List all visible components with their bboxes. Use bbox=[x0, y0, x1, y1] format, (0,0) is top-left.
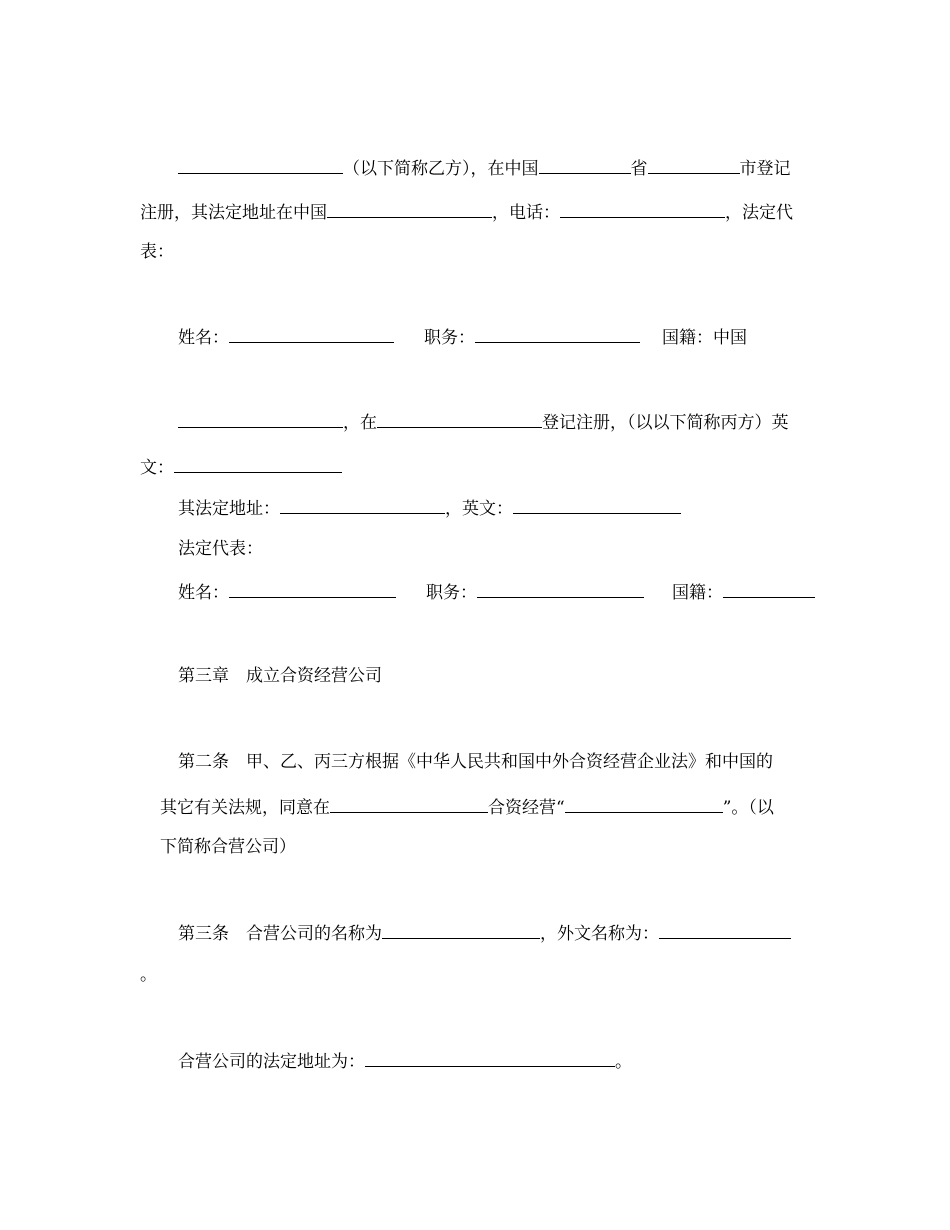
foreign-name-label: ，外文名称为： bbox=[540, 924, 659, 944]
legal-address-label: 合营公司的法定地址为： bbox=[178, 1052, 365, 1072]
party-c-rep-line bbox=[178, 580, 815, 604]
city-blank bbox=[648, 156, 740, 174]
party-c-in-label: ，在 bbox=[343, 413, 377, 433]
party-b-line1-text: （以下简称乙方），在中国 bbox=[343, 159, 539, 179]
title-label: 职务： bbox=[424, 328, 475, 348]
province-blank bbox=[539, 156, 631, 174]
name-label: 姓名： bbox=[178, 328, 229, 348]
party-c-address-english-label: ，英文： bbox=[445, 499, 513, 519]
article-3-period: 。 bbox=[140, 965, 157, 985]
party-c-english-blank bbox=[174, 455, 342, 473]
legal-rep-label: ，法定代 bbox=[725, 203, 793, 223]
article-2-line-1 bbox=[178, 751, 773, 773]
article-2-line-3 bbox=[160, 836, 296, 858]
party-c-legal-rep-line bbox=[178, 538, 263, 560]
phone-blank bbox=[560, 200, 725, 218]
chapter-3-title bbox=[178, 665, 382, 687]
party-c-address-english-blank bbox=[513, 496, 681, 514]
party-c-rep-name-blank bbox=[229, 580, 396, 598]
legal-address-end: 。 bbox=[615, 1052, 632, 1072]
article-2-end-label: ”。（以 bbox=[722, 798, 774, 818]
foreign-name-blank bbox=[659, 921, 791, 939]
phone-label: ，电话： bbox=[492, 203, 560, 223]
chapter-3-heading: 第三章 成立合资经营公司 bbox=[178, 666, 382, 686]
party-c-rep-title-blank bbox=[477, 580, 644, 598]
article-3-name-label: 第三条 合营公司的名称为 bbox=[178, 924, 382, 944]
city-register-label: 市登记 bbox=[739, 159, 791, 179]
party-b-line-2 bbox=[140, 200, 793, 224]
legal-rep-continued: 表： bbox=[140, 242, 174, 262]
party-b-name-blank bbox=[178, 156, 343, 174]
party-c-title-label: 职务： bbox=[426, 583, 477, 603]
party-c-address-blank bbox=[280, 496, 445, 514]
jv-name-blank bbox=[565, 795, 723, 813]
jv-location-blank bbox=[330, 795, 488, 813]
party-b-rep-line bbox=[178, 325, 747, 349]
legal-address-blank bbox=[365, 1049, 615, 1067]
party-c-address-line bbox=[178, 496, 681, 520]
article-2-line-2 bbox=[160, 795, 774, 819]
party-c-place-blank bbox=[377, 410, 542, 428]
party-c-line-2 bbox=[140, 455, 342, 479]
article-2-continued: 下简称合营公司） bbox=[160, 837, 296, 857]
name-blank bbox=[229, 325, 394, 343]
article-3-line-2 bbox=[140, 964, 157, 986]
party-c-nationality-label: 国籍： bbox=[672, 583, 723, 603]
party-b-address-label: 注册，其法定地址在中国 bbox=[140, 203, 327, 223]
article-2-text: 第二条 甲、乙、丙三方根据《中华人民共和国中外合资经营企业法》和中国的 bbox=[178, 752, 773, 772]
party-c-name-blank bbox=[178, 410, 343, 428]
party-c-address-label: 其法定地址： bbox=[178, 499, 280, 519]
party-c-nationality-blank bbox=[723, 580, 815, 598]
nationality-label: 国籍：中国 bbox=[662, 328, 747, 348]
article-3-line-1 bbox=[178, 921, 791, 945]
province-label: 省 bbox=[630, 159, 648, 179]
party-c-legal-rep-label: 法定代表： bbox=[178, 539, 263, 559]
company-name-blank bbox=[382, 921, 540, 939]
party-b-line-1 bbox=[178, 156, 791, 180]
party-b-address-blank bbox=[327, 200, 492, 218]
party-c-english-label: 文： bbox=[140, 458, 174, 478]
title-blank bbox=[475, 325, 640, 343]
party-c-line-1 bbox=[178, 410, 789, 434]
party-b-line-3 bbox=[140, 241, 174, 263]
jv-operate-label: 合资经营“ bbox=[488, 798, 565, 818]
article-2-agree-label: 其它有关法规，同意在 bbox=[160, 798, 330, 818]
party-c-name-label: 姓名： bbox=[178, 583, 229, 603]
legal-address-line bbox=[178, 1049, 632, 1073]
party-c-register-label: 登记注册，（以以下简称丙方）英 bbox=[542, 413, 789, 433]
